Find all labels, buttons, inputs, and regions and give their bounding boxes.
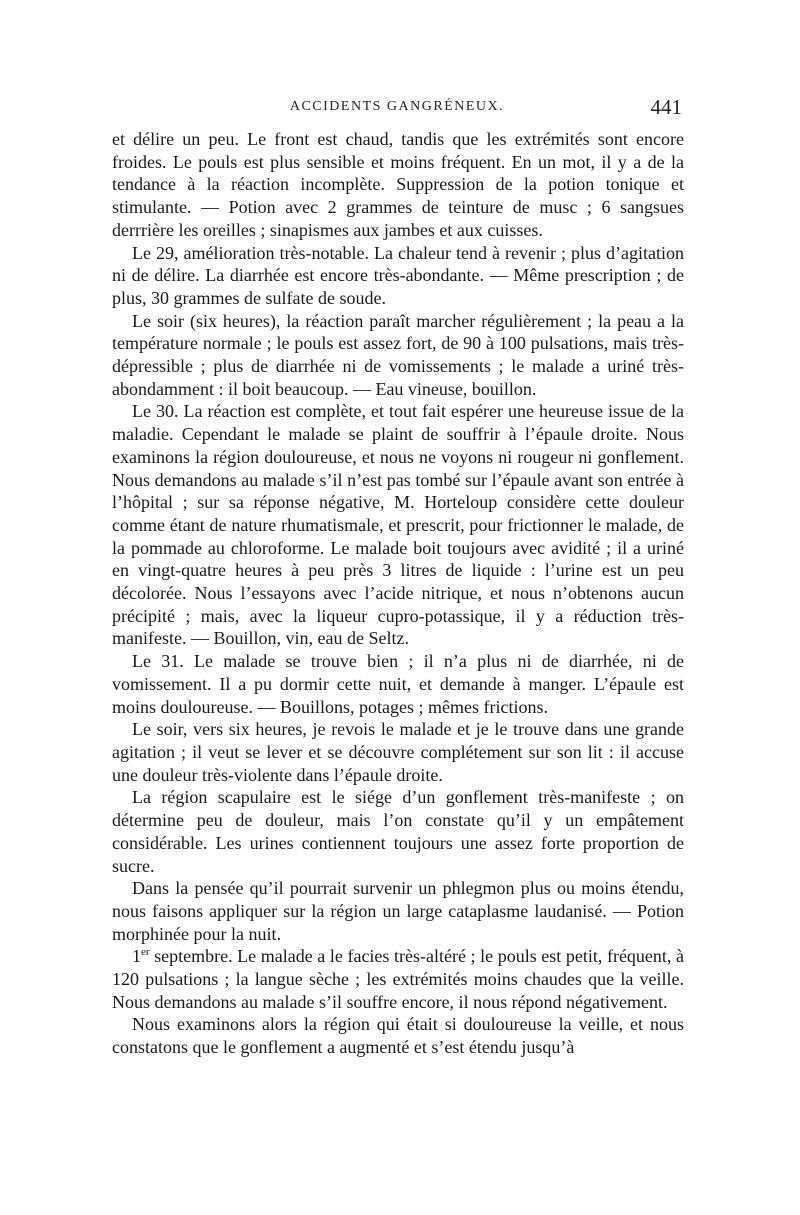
- paragraph: Le soir (six heures), la réaction paraît marcher régulièrement ; la peau a la température normale ; le pouls est assez fort, de 90 à 100 pulsations, mais très-dépressible ; plus de diarrhée ni de vomissements ; le malade a uriné très-abondamment : il boit beaucoup. — Eau vineuse, bouillon.: [112, 310, 684, 399]
- date-number: 1: [132, 946, 141, 967]
- paragraph: Le 30. La réaction est complète, et tout fait espérer une heureuse issue de la maladie. Cependant le malade se plaint de souffrir à l’épaule droite. Nous examinons la région douloureuse, et nous ne voyons ni rougeur ni gonflement. Nous demandons au malade s’il n’est pas tombé sur l’épaule avant son entrée à l’hôpital ; sur sa réponse négative, M. Horteloup considère cette douleur comme étant de nature rhumatismale, et prescrit, pour frictionner le malade, de la pommade au chloroforme. Le malade boit toujours avec avidité ; il a uriné en vingt-quatre heures à peu près 3 litres de liquide : l’urine est un peu décolorée. Nous l’essayons avec l’acide nitrique, et nous n’obtenons aucun précipité ; mais, avec la liqueur cupro-potassique, il y a réduction très-manifeste. — Bouillon, vin, eau de Seltz.: [112, 401, 684, 649]
- paragraph: Le 29, amélioration très-notable. La chaleur tend à revenir ; plus d’agitation ni de délire. La diarrhée est encore très-abondante. — Même prescription ; de plus, 30 grammes de sulfate de soude.: [112, 242, 684, 308]
- running-title: ACCIDENTS GANGRÉNEUX.: [289, 99, 505, 114]
- paragraph: Dans la pensée qu’il pourrait survenir un phlegmon plus ou moins étendu, nous faisons appliquer sur la région un large cataplasme laudanisé. — Potion morphinée pour la nuit.: [112, 878, 684, 944]
- paragraph: Nous examinons alors la région qui était si douloureuse la veille, et nous constatons que le gonflement a augmenté et s’est étendu jusqu’à: [112, 1014, 684, 1058]
- paragraph: [112, 945, 684, 1013]
- paragraph: et délire un peu. Le front est chaud, tandis que les extrémités sont encore froides. Le pouls est plus sensible et moins fréquent. En un mot, il y a de la tendance à la réaction incomplète. Suppression de la potion tonique et stimulante. — Potion avec 2 grammes de teinture de musc ; 6 sangsues derrrière les oreilles ; sinapismes aux jambes et aux cuisses.: [112, 129, 684, 240]
- ordinal-suffix: er: [141, 946, 150, 959]
- paragraph: Le 31. Le malade se trouve bien ; il n’a plus ni de diarrhée, ni de vomissement. Il a pu dormir cette nuit, et demande à manger. L’épaule est moins douloureuse. — Bouillons, potages ; mêmes frictions.: [112, 651, 684, 717]
- paragraph: Le soir, vers six heures, je revois le malade et je le trouve dans une grande agitation ; il veut se lever et se découvre complétement sur son lit : il accuse une douleur très-violente dans l’épaule droite.: [112, 719, 684, 785]
- paragraph-text: septembre. Le malade a le facies très-altéré ; le pouls est petit, fréquent, à 120 pulsations ; la langue sèche ; les extrémités moins chaudes que la veille. Nous demandons au malade s’il souffre encore, il nous répond négativement.: [112, 946, 684, 1012]
- page-number: 441: [650, 95, 682, 119]
- body-text: [112, 128, 684, 1059]
- running-head: [112, 95, 682, 123]
- paragraph: La région scapulaire est le siége d’un gonflement très-manifeste ; on détermine peu de douleur, mais l’on constate qu’il y un empâtement considérable. Les urines contiennent toujours une assez forte proportion de sucre.: [112, 787, 684, 876]
